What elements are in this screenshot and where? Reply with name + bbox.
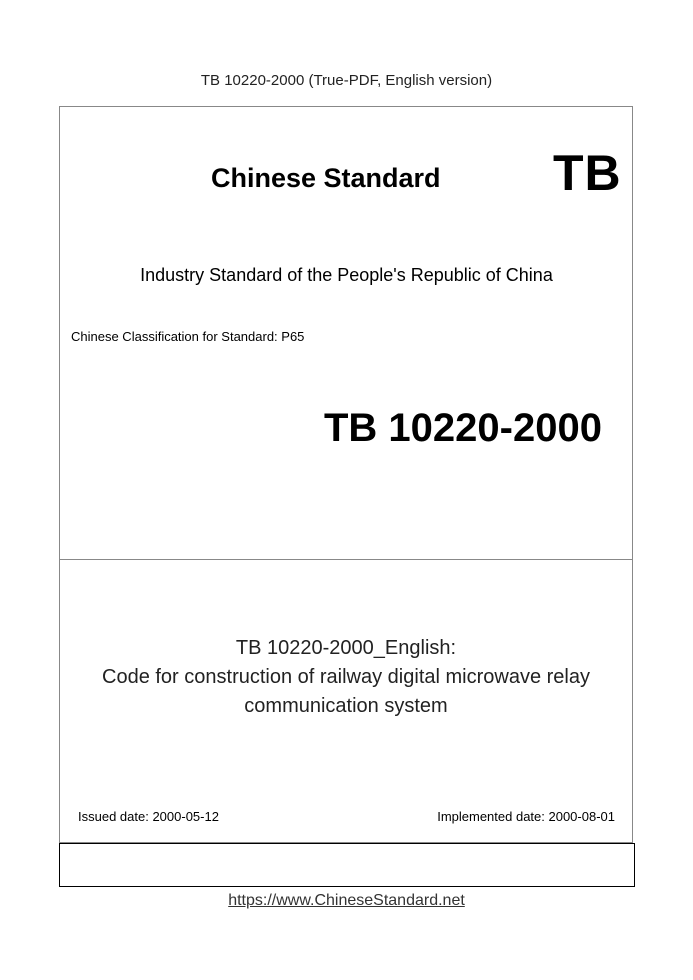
- title-line-1: TB 10220-2000_English:: [235, 637, 457, 659]
- page-header: TB 10220-2000 (True-PDF, English version): [200, 72, 493, 89]
- standard-number: TB 10220-2000: [324, 406, 602, 450]
- implemented-date: Implemented date: 2000-08-01: [437, 809, 615, 824]
- classification-line: Chinese Classification for Standard: P65: [71, 329, 305, 344]
- brand-title: Chinese Standard: [211, 163, 441, 193]
- title-line-2: Code for construction of railway digital microwave relay: [102, 666, 590, 688]
- issued-date: Issued date: 2000-05-12: [78, 809, 219, 824]
- document-title: [59, 634, 633, 721]
- website-footer: [0, 892, 693, 910]
- website-link[interactable]: https://www.ChineseStandard.net: [228, 892, 465, 909]
- title-line-3: communication system: [244, 695, 448, 717]
- footer-box: [59, 843, 635, 887]
- tb-mark: TB: [553, 145, 622, 201]
- industry-standard-line: Industry Standard of the People's Republic of China: [140, 265, 553, 285]
